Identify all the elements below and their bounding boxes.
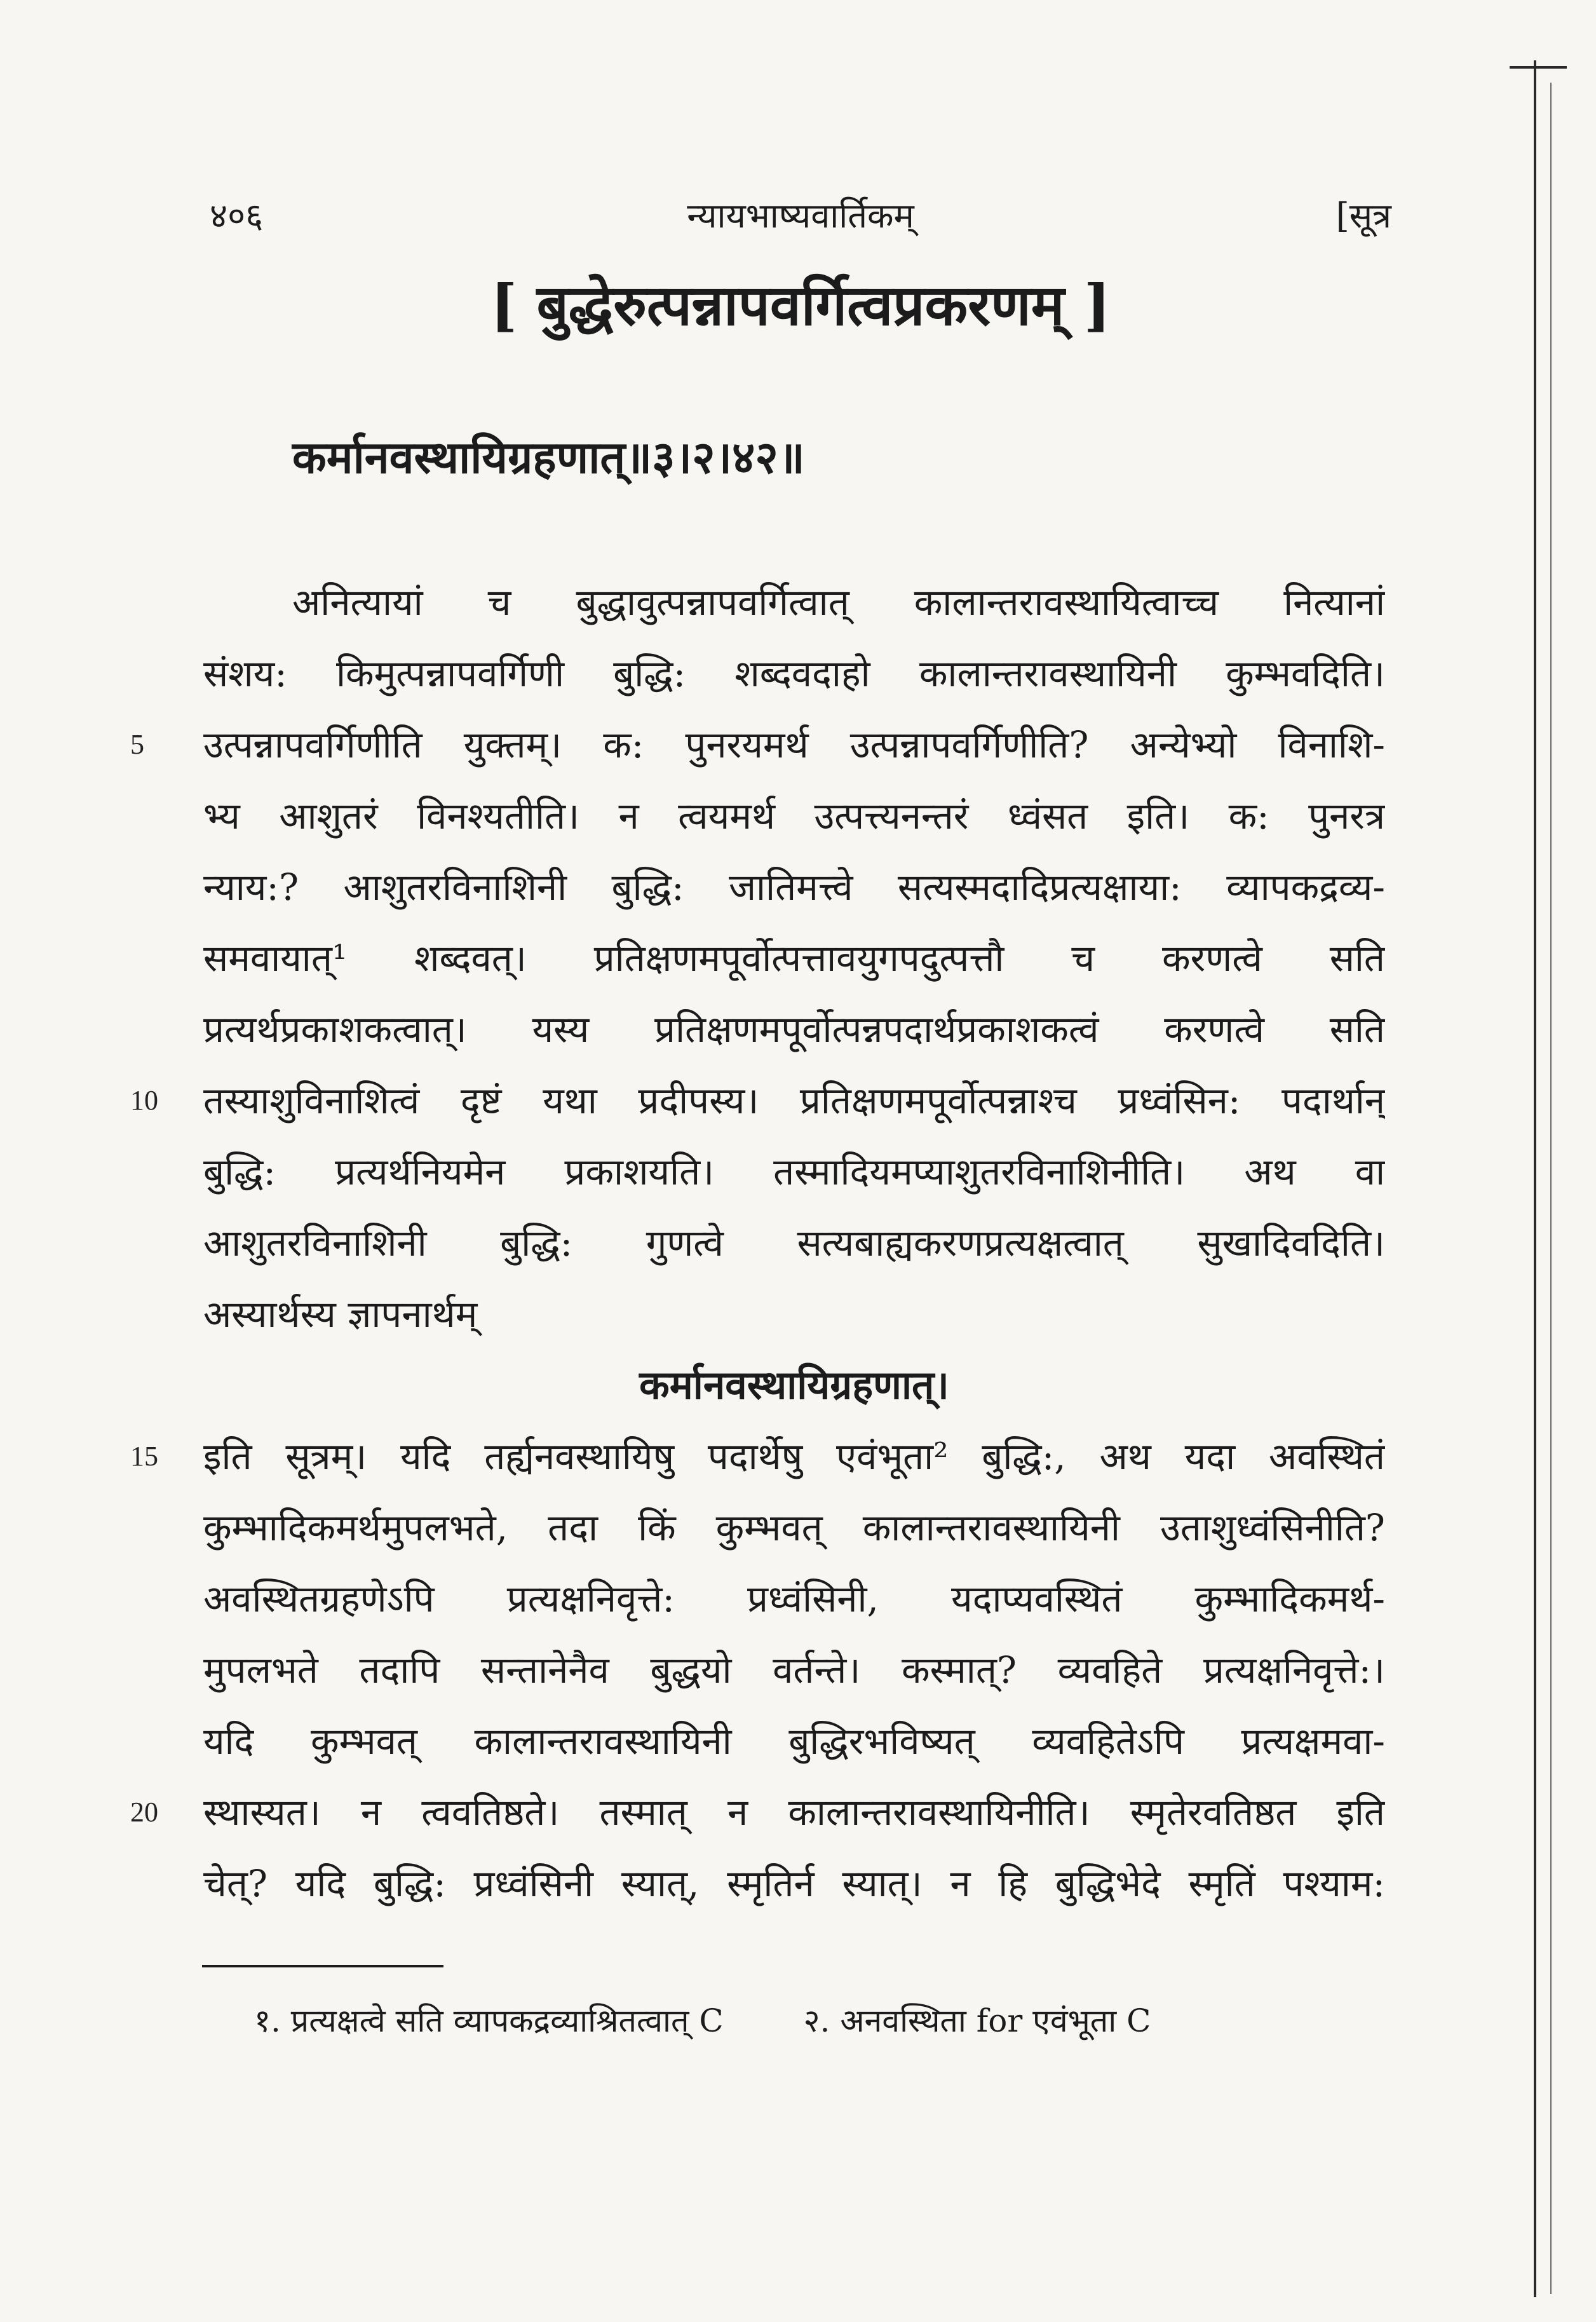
footnote-1: १. प्रत्यक्षत्वे सति व्यापकद्रव्याश्रितत्वात् C [254,2002,724,2039]
book-title: न्यायभाष्यवार्तिकम् [687,196,914,236]
text-line: संशय: किमुत्पन्नापवर्गिणी बुद्धि: शब्दवदाहो कालान्तरावस्थायिनी कुम्भवदिति। [203,652,1385,695]
text-line: समवायात्¹ शब्दवत्। प्रतिक्षणमपूर्वोत्पत्तावयुगपदुत्पत्तौ च करणत्वे सति [203,937,1385,980]
text-line: तस्याशुविनाशित्वं दृष्टं यथा प्रदीपस्य। प्रतिक्षणमपूर्वोत्पन्नाश्च प्रध्वंसिन: पदार्थान् [203,1079,1385,1122]
text-line: आशुतरविनाशिनी बुद्धि: गुणत्वे सत्यबाह्यकरणप्रत्यक्षत्वात् सुखादिवदिति। [203,1221,1385,1265]
binding-edge-shadow [1550,83,1552,2294]
binding-edge-line [1534,60,1536,2297]
line-number: 20 [130,1796,158,1828]
text-line: उत्पन्नापवर्गिणीति युक्तम्। क: पुनरयमर्थ उत्पन्नापवर्गिणीति? अन्येभ्यो विनाशि- [203,723,1385,766]
section-title: [ बुद्धेरुत्पन्नापवर्गित्वप्रकरणम् ] [490,272,1111,338]
footnotes [254,1986,1398,2056]
text-line: मुपलभते तदापि सन्तानेनैव बुद्धयो वर्तन्ते। कस्मात्? व्यवहिते प्रत्यक्षनिवृत्ते:। [203,1648,1385,1692]
line-number: 15 [130,1441,158,1472]
text-line: अवस्थितग्रहणेऽपि प्रत्यक्षनिवृत्ते: प्रध्वंसिनी, यदाप्यवस्थितं कुम्भादिकमर्थ- [203,1577,1385,1620]
text-line: स्थास्यत। न त्ववतिष्ठते। तस्मात् न कालान्तरावस्थायिनीति। स्मृतेरवतिष्ठत इति [203,1791,1385,1834]
sutra-heading: कर्मानवस्थायिग्रहणात्॥३।२।४२॥ [292,431,805,484]
text-line: न्याय:? आशुतरविनाशिनी बुद्धि: जातिमत्त्वे सत्यस्मदादिप्रत्यक्षाया: व्यापकद्रव्य- [203,866,1385,909]
sutra-repeat: कर्मानवस्थायिग्रहणात्। [639,1362,949,1408]
footnote-rule [202,1965,443,1967]
text-line: यदि कुम्भवत् कालान्तरावस्थायिनी बुद्धिरभविष्यत् व्यवहितेऽपि प्रत्यक्षमवा- [203,1720,1385,1763]
text-line: अस्यार्थस्य ज्ञापनार्थम् [203,1293,478,1336]
text-line: इति सूत्रम्। यदि तर्ह्यनवस्थायिषु पदार्थेषु एवंभूता² बुद्धि:, अथ यदा अवस्थितं [203,1435,1385,1478]
text-line: बुद्धि: प्रत्यर्थनियमेन प्रकाशयति। तस्मादियमप्याशुतरविनाशिनीति। अथ वा [203,1150,1385,1193]
text-line: अनित्यायां च बुद्धावुत्पन्नापवर्गित्वात् कालान्तरावस्थायित्वाच्च नित्यानां [292,581,1385,624]
section-label: [सूत्र [1336,196,1391,236]
text-line: प्रत्यर्थप्रकाशकत्वात्। यस्य प्रतिक्षणमपूर्वोत्पन्नपदार्थप्रकाशकत्वं करणत्वे सति [203,1008,1385,1051]
line-number: 10 [130,1085,158,1116]
running-header [210,187,1391,245]
page-number: ४०६ [210,196,264,236]
text-line: चेत्? यदि बुद्धि: प्रध्वंसिनी स्यात्, स्मृतिर्न स्यात्। न हि बुद्धिभेदे स्मृतिं पश्याम: [203,1862,1385,1905]
line-number: 5 [130,729,144,760]
binding-edge-mark [1510,66,1567,69]
text-line: भ्य आशुतरं विनश्यतीति। न त्वयमर्थ उत्पत्त्यनन्तरं ध्वंसत इति। क: पुनरत्र [203,794,1385,838]
text-line: कुम्भादिकमर्थमुपलभते, तदा किं कुम्भवत् कालान्तरावस्थायिनी उताशुध्वंसिनीति? [203,1506,1385,1549]
footnote-2: २. अनवस्थिता for एवंभूता C [803,2002,1151,2039]
